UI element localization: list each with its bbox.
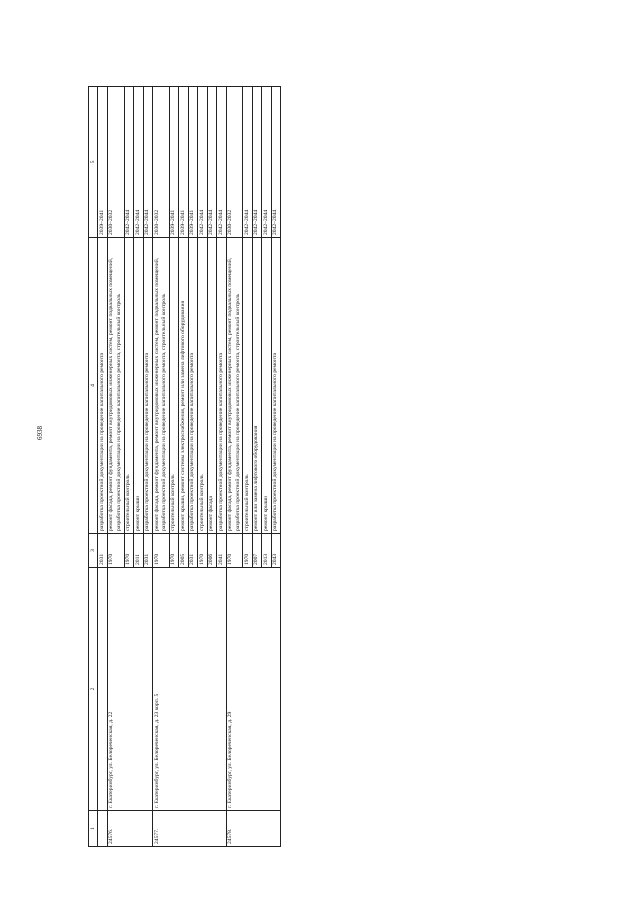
work-cell: разработка проектной документации на проведение капитального ремонта [217,238,226,534]
table-body [98,87,281,847]
column-header: 2 [89,568,98,811]
entry-address: г. Екатеринбург, ул. Белореченская, д. 22 [107,568,152,811]
period-cell: 2030–2032 [226,87,243,238]
period-cell: 2030–2032 [153,87,170,238]
entry-number [98,811,107,847]
work-cell: ремонт фасада, ремонт фундамента, ремонт внутридомовых инженерных систем, ремонт подвальных помещений, разработка проектной документации на проведение капитального ремонта, строительный контроль [153,238,170,534]
year-cell: 1970 [198,534,207,568]
entry-address: г. Екатеринбург, ул. Белореченская, д. 29 [226,568,281,811]
column-header: 4 [89,238,98,534]
period-cell: 2039–2041 [179,87,188,238]
work-cell: строительный контроль [124,238,133,534]
period-cell: 2042–2044 [207,87,216,238]
period-cell: 2042–2044 [243,87,252,238]
year-cell: 2031 [98,534,107,568]
year-cell: 2006 [207,534,216,568]
period-cell: 2042–2044 [271,87,280,238]
entry-address [98,568,107,811]
entry-number: 24578. [226,811,281,847]
work-cell: разработка проектной документации на проведение капитального ремонта [143,238,152,534]
period-cell: 2042–2044 [262,87,271,238]
work-cell: строительный контроль [169,238,178,534]
table-row [153,87,170,847]
rotated-page [88,87,600,847]
work-cell: строительный контроль [198,238,207,534]
work-cell: ремонт фасада, ремонт фундамента, ремонт внутридомовых инженерных систем, ремонт подвальных помещений, разработка проектной документации на проведение капитального ремонта, строительный контроль [226,238,243,534]
year-cell: 1970 [169,534,178,568]
table-row [226,87,243,847]
year-cell: 2011 [134,534,143,568]
year-cell: 2031 [188,534,197,568]
period-cell: 2039–2041 [188,87,197,238]
work-cell: ремонт крыши [134,238,143,534]
work-cell: строительный контроль [243,238,252,534]
period-cell: 2042–2044 [124,87,133,238]
year-cell: 2043 [271,534,280,568]
year-cell: 2007 [252,534,261,568]
year-cell: 2031 [143,534,152,568]
year-cell: 2041 [217,534,226,568]
entry-number: 24577. [153,811,227,847]
year-cell: 1970 [107,534,124,568]
period-cell: 2030–2032 [107,87,124,238]
period-cell: 2042–2044 [134,87,143,238]
work-cell: ремонт фасада, ремонт фундамента, ремонт внутридомовых инженерных систем, ремонт подвальных помещений, разработка проектной документации на проведение капитального ремонта, строительный контроль [107,238,124,534]
year-cell: 1970 [243,534,252,568]
column-header: 5 [89,87,98,238]
table-row [107,87,124,847]
work-cell: ремонт крыши [262,238,271,534]
year-cell: 1970 [124,534,133,568]
work-cell: разработка проектной документации на проведение капитального ремонта [188,238,197,534]
year-cell: 1970 [226,534,243,568]
entry-address: г. Екатеринбург, ул. Белореченская, д. 23 корп. 5 [153,568,227,811]
year-cell: 2013 [262,534,271,568]
repair-schedule-table [88,86,281,847]
period-cell: 2042–2044 [217,87,226,238]
work-cell: разработка проектной документации на проведение капитального ремонта [98,238,107,534]
work-cell: ремонт фасада [207,238,216,534]
period-cell: 2042–2044 [198,87,207,238]
work-cell: разработка проектной документации на проведение капитального ремонта [271,238,280,534]
table-header-row [89,87,98,847]
page-number: 6938 [36,426,44,440]
work-cell: ремонт или замена лифтового оборудования [252,238,261,534]
table-row [98,87,107,847]
period-cell: 2042–2044 [143,87,152,238]
period-cell: 2039–2041 [98,87,107,238]
entry-number: 24576. [107,811,152,847]
column-header: 3 [89,534,98,568]
period-cell: 2042–2044 [252,87,261,238]
year-cell: 1970 [153,534,170,568]
period-cell: 2039–2041 [169,87,178,238]
work-cell: ремонт крыши, ремонт системы электроснабжения, ремонт или замена лифтового оборудования [179,238,188,534]
column-header: 1 [89,811,98,847]
year-cell: 2005 [179,534,188,568]
